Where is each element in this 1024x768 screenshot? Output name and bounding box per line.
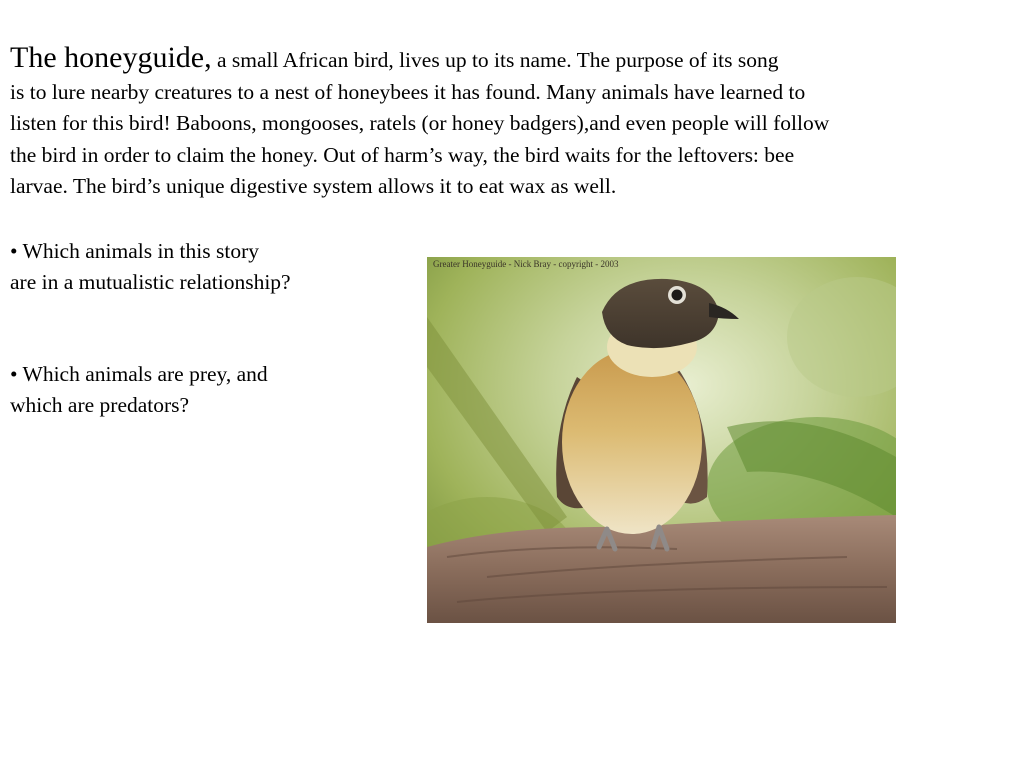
question-mutualism [10,236,291,298]
question-line: Which animals in this story [22,239,259,263]
question-line: are in a mutualistic relationship? [10,270,291,294]
question-line: Which animals are prey, and [22,362,268,386]
intro-line-3: listen for this bird! Baboons, mongooses, ratels (or honey badgers),and even people will follow [10,111,830,135]
intro-paragraph [10,42,1010,203]
intro-line-4: the bird in order to claim the honey. Out of harm’s way, the bird waits for the leftovers: bee [10,142,795,167]
honeyguide-photo [427,257,896,623]
intro-line-2: is to lure nearby creatures to a nest of honeybees it has found. Many animals have learned to [10,79,806,104]
intro-line-1: a small African bird, lives up to its name. The purpose of its song [211,48,779,72]
lead-term: The honeyguide, [10,41,212,74]
bullet: • [10,362,18,386]
photo-watermark: Greater Honeyguide - Nick Bray - copyright - 2003 [433,259,619,269]
question-line: which are predators? [10,393,190,417]
intro-line-5: larvae. The bird’s unique digestive system allows it to eat wax as well. [10,174,617,198]
bullet: • [10,239,18,263]
question-predators [10,359,268,421]
